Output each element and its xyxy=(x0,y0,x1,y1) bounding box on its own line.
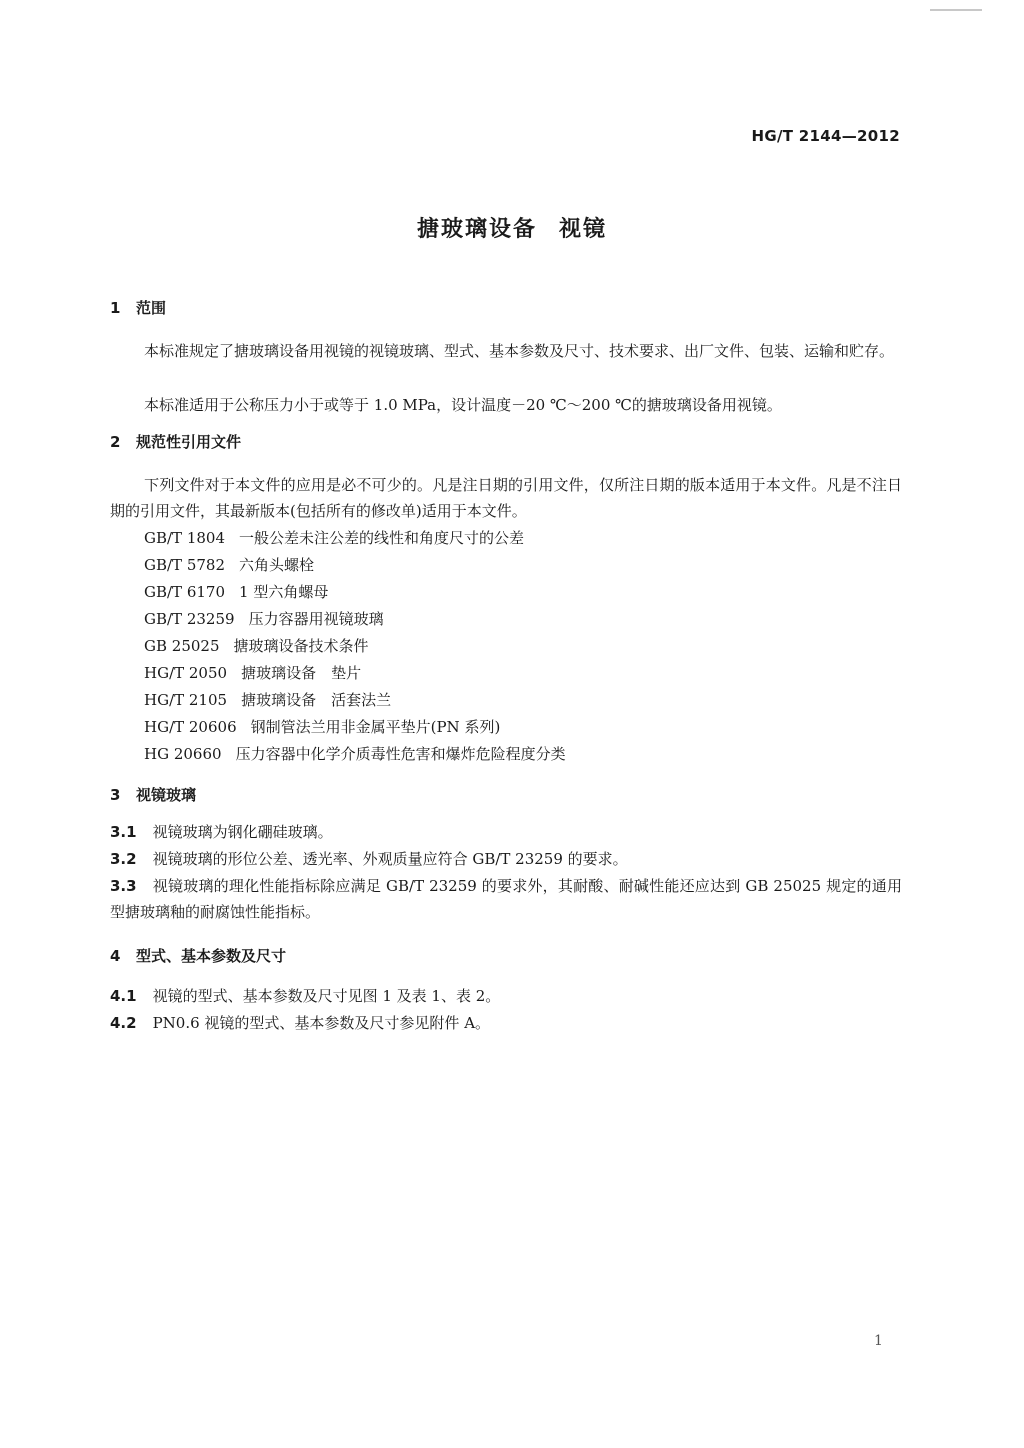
section-2-paragraph-1 xyxy=(110,472,902,524)
reference-code: GB/T 1804 xyxy=(144,529,226,547)
section-1-paragraph-1 xyxy=(110,338,902,364)
reference-code: GB/T 6170 xyxy=(144,583,226,601)
section-4-heading xyxy=(110,945,286,966)
page-number: 1 xyxy=(874,1333,883,1349)
reference-title: 六角头螺栓 xyxy=(239,556,315,574)
clause-3-2 xyxy=(110,846,902,872)
clause-text: 视镜玻璃为钢化硼硅玻璃。 xyxy=(152,823,333,841)
clause-number: 3.2 xyxy=(110,850,137,868)
clause-4-2 xyxy=(110,1010,902,1036)
reference-code: HG/T 2050 xyxy=(144,664,228,682)
reference-title: 一般公差未注公差的线性和角度尺寸的公差 xyxy=(239,529,525,547)
clause-text: 视镜玻璃的理化性能指标除应满足 GB/T 23259 的要求外，其耐酸、耐碱性能还应达到 GB 25025 规定的通用型搪玻璃釉的耐腐蚀性能指标。 xyxy=(110,877,902,921)
reference-code: GB 25025 xyxy=(144,637,220,655)
section-title: 规范性引用文件 xyxy=(136,433,242,451)
reference-item xyxy=(144,609,384,629)
paragraph-text: 本标准适用于公称压力小于或等于 1.0 MPa，设计温度－20 ℃～200 ℃的搪玻璃设备用视镜。 xyxy=(144,396,782,414)
reference-title: 压力容器中化学介质毒性危害和爆炸危险程度分类 xyxy=(235,745,566,763)
section-number: 2 xyxy=(110,433,121,451)
section-3-heading xyxy=(110,784,196,805)
reference-title: 1 型六角螺母 xyxy=(239,583,329,601)
clause-text: 视镜玻璃的形位公差、透光率、外观质量应符合 GB/T 23259 的要求。 xyxy=(152,850,628,868)
reference-title: 搪玻璃设备 活套法兰 xyxy=(241,691,392,709)
document-title xyxy=(0,212,1024,243)
section-2-heading xyxy=(110,431,241,452)
reference-code: HG/T 20606 xyxy=(144,718,237,736)
reference-item xyxy=(144,582,328,602)
clause-number: 4.2 xyxy=(110,1014,137,1032)
section-number: 1 xyxy=(110,299,121,317)
reference-item xyxy=(144,690,391,710)
clause-4-1 xyxy=(110,983,902,1009)
reference-item xyxy=(144,528,524,548)
clause-text: 视镜的型式、基本参数及尺寸见图 1 及表 1、表 2。 xyxy=(152,987,501,1005)
clause-3-1 xyxy=(110,819,902,845)
reference-item xyxy=(144,717,500,737)
paragraph-text: 下列文件对于本文件的应用是必不可少的。凡是注日期的引用文件，仅所注日期的版本适用于本文件。凡是不注日期的引用文件，其最新版本(包括所有的修改单)适用于本文件。 xyxy=(110,476,902,520)
reference-code: GB/T 5782 xyxy=(144,556,226,574)
reference-item xyxy=(144,663,361,683)
clause-number: 4.1 xyxy=(110,987,137,1005)
title-part-1: 搪玻璃设备 xyxy=(416,217,537,242)
reference-code: HG/T 2105 xyxy=(144,691,228,709)
clause-text: PN0.6 视镜的型式、基本参数及尺寸参见附件 A。 xyxy=(152,1014,491,1032)
reference-title: 钢制管法兰用非金属平垫片(PN 系列) xyxy=(250,718,501,736)
section-1-heading xyxy=(110,297,166,318)
section-title: 视镜玻璃 xyxy=(136,786,197,804)
reference-item xyxy=(144,555,314,575)
section-1-paragraph-2 xyxy=(110,392,902,418)
reference-code: GB/T 23259 xyxy=(144,610,235,628)
section-title: 范围 xyxy=(136,299,167,317)
reference-title: 搪玻璃设备技术条件 xyxy=(233,637,369,655)
reference-code: HG 20660 xyxy=(144,745,222,763)
paragraph-text: 本标准规定了搪玻璃设备用视镜的视镜玻璃、型式、基本参数及尺寸、技术要求、出厂文件、包装、运输和贮存。 xyxy=(144,342,895,360)
reference-item xyxy=(144,744,566,764)
clause-number: 3.1 xyxy=(110,823,137,841)
clause-number: 3.3 xyxy=(110,877,137,895)
clause-3-3 xyxy=(110,873,902,925)
title-part-2: 视镜 xyxy=(559,217,608,242)
reference-title: 压力容器用视镜玻璃 xyxy=(248,610,384,628)
reference-title: 搪玻璃设备 垫片 xyxy=(241,664,362,682)
standard-code: HG/T 2144—2012 xyxy=(751,127,900,145)
reference-item xyxy=(144,636,369,656)
section-title: 型式、基本参数及尺寸 xyxy=(136,947,287,965)
section-number: 3 xyxy=(110,786,121,804)
section-number: 4 xyxy=(110,947,121,965)
scan-artifact-line xyxy=(930,9,982,11)
